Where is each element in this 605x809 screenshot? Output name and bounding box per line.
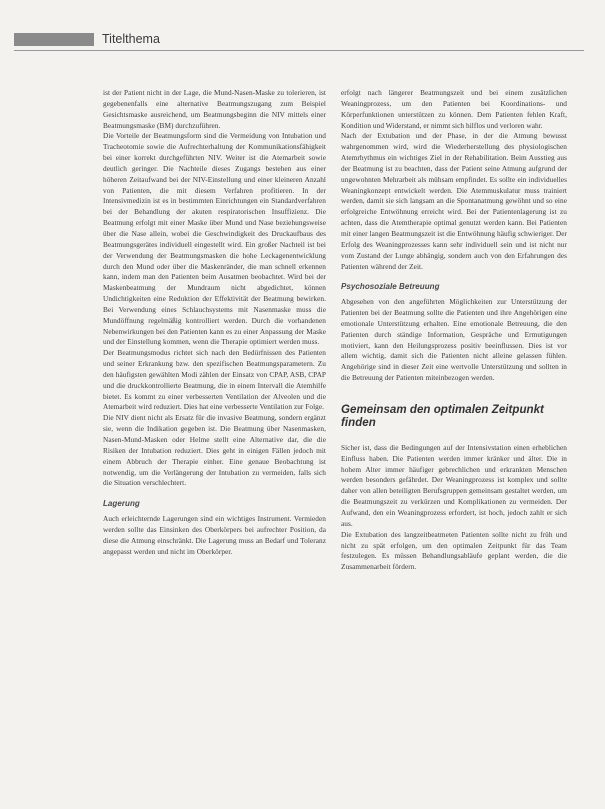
page-header [0,30,605,50]
left-paragraph-1: ist der Patient nicht in der Lage, die Mund-Nasen-Maske zu tolerieren, ist gegebenenfalls eine alternative Beatmungszugang zum Beispiel Gesichtsmaske ausreichend, um Beatmungsbeginn die NIV mittels einer Beatmungsmaske (BM) durchzuführen. [103,88,326,130]
left-column [103,88,326,557]
right-paragraph-1: erfolgt nach längerer Beatmungszeit und bei einem zusätzlichen Weaningprozess, um den Patienten bei Koordinations- und Körperfunktionen unterstützen zu können. Dem Patienten fehlen Kraft, Kondition und Widerstand, er nimmt sich hilflos und verloren wahr. [341,88,567,130]
right-column [341,88,567,573]
left-paragraph-lagerung: Auch erleichternde Lagerungen sind ein wichtiges Instrument. Vermieden werden sollte das Einsinken des Oberkörpers bei aufrechter Position, da diese die Atmung einschränkt. Die Lagerung muss an Bedarf und Toleranz angepasst werden und nicht im Oberkörper. [103,514,326,556]
right-closing-paragraph-2: Die Extubation des langzeitbeatmeten Patienten sollte nicht zu früh und nicht zu spät erfolgen, um den optimalen Zeitpunkt für das Team festzulegen. Es müssen Behandlungsabläufe geplant werden, die die Zusammenarbeit fördern. [341,529,567,572]
left-paragraph-2: Die Vorteile der Beatmungsform sind die Vermeidung von Intubation und Tracheotomie sowie die Aufrechterhaltung der Kommunikationsfähigkeit bei einer korrekt durchgeführten NIV. Weiter ist die Atemarbeit sowie deutlich geringer. Die Nachteile dieses Zugangs bestehen aus einer höheren Zeitaufwand bei der NIV-Einstellung und einer kleineren Anzahl von Patienten, die mit diesem Verfahren profitieren. In der Intensivmedizin ist es in bestimmten Einrichtungen ein Standardverfahren bei der Behandlung der akuten respiratorischen Insuffizienz. Die Beatmung erfolgt mit einer Maske über Mund und Nase beziehungsweise über die Nase allein, wobei die Geschwindigkeit des Druckaufbaus des Beatmungsgerätes individuell eingestellt wird. Ein großer Nachteil ist bei der Verwendung der Beatmungsmasken die hohe Leckagenentwicklung durch den Mund oder über die Maskenränder, die man schnell erkennen kann, indem man den Patienten beim Ausatmen beobachtet. Wird bei der Maskenbeatmung der Mundraum nicht abgedichtet, können Undichtigkeiten eine Reduktion der Effektivität der Beatmung bewirken. Bei Verwendung eines Schlauchsystems mit Nasenmaske muss die Mundöffnung regelmäßig kontrolliert werden. Durch die vorhandenen Nebenwirkungen bei den Patienten kann es zu einer Anpassung der Maske und der Einstellung kommen, wenn die Therapie optimiert werden muss. [103,131,326,347]
subheading-psychosoziale-betreuung: Psychosoziale Betreuung [341,282,440,292]
right-paragraph-2: Nach der Extubation und der Phase, in der die Atmung bewusst wahrgenommen wird, wird die Wiederherstellung des physiologischen Atemrhythmus ein wichtiges Ziel in der Rehabilitation. Beim Ausstieg aus der Beatmung ist zu beachten, dass der Patient seine Atmung aufgrund der ungewohnten Mehrarbeit als mühsam empfindet. Es sollte ein individuelles Weaningkonzept entwickelt werden. Die Atemmuskulatur muss trainiert werden, damit sie sich langsam an die Spontanatmung gewöhnt und so eine erfolgreiche Entwöhnung erreicht wird. Bei der Patientenlagerung ist zu achten, dass die Atemtherapie optimal genutzt werden kann. Bei Patienten mit einer langen Beatmungszeit ist die Entwöhnung häufig schwieriger. Der Erfolg des Weaningprozesses kann sehr individuell sein und ist nicht nur vom Zustand der Lunge abhängig, sondern auch von den Erfahrungen des Patienten während der Zeit. [341,131,567,271]
header-divider [14,50,584,51]
left-paragraph-4: Die NIV dient nicht als Ersatz für die invasive Beatmung, sondern ergänzt sie, wenn die Indikation gegeben ist. Die Beatmung über Nasenmasken, Nasen-Mund-Masken oder Helme stellt eine Alternative dar, die die Risiken der Intubation reduziert. Dies geht in einigen Fällen jedoch mit einem Abbruch der Therapie einher. Eine genaue Beobachtung ist notwendig, um die Verlängerung der Intubation zu vermeiden, falls sich die Situation verschlechtert. [103,413,326,488]
section-heading: Gemeinsam den optimalen Zeitpunkt finden [341,403,544,430]
header-color-bar [14,33,94,46]
right-paragraph-betreuung: Abgesehen von den angeführten Möglichkeiten zur Unterstützung der Patienten bei der Beatmung sollte die Patienten und ihre Angehörigen eine emotionale Unterstützung erhalten. Eine emotionale Betreuung, die den Patienten durch ständige Information, Gespräche und Ermutigungen motiviert, kann den Heilungsprozess positiv beeinflussen. Dies ist vor allem wichtig, damit sich die Patienten nicht alleine gelassen fühlen. Angehörige sind in dieser Zeit eine wertvolle Unterstützung und sollten in die Betreuung der Patienten miteinbezogen werden. [341,297,567,383]
right-closing-paragraph-1: Sicher ist, dass die Bedingungen auf der Intensivstation einen erheblichen Einfluss haben. Die Patienten werden immer kränker und älter. Die in hohem Alter immer häufiger gebrechlichen und erkrankten Menschen werden besonders gefährdet. Der Weaningprozess ist komplex und sollte daher von allen beteiligten Berufsgruppen gemeinsam gestaltet werden, um die Beatmungszeit zu verkürzen und Komplikationen zu vermeiden. Der Aufwand, den ein Weaningprozess erfordert, ist hoch, jedoch zahlt er sich aus. [341,442,567,528]
subheading-lagerung: Lagerung [103,499,140,509]
section-title: Titelthema [102,32,160,46]
left-paragraph-3: Der Beatmungsmodus richtet sich nach den Bedürfnissen des Patienten und seiner Erkrankung bzw. den spezifischen Beatmungsparametern. Zu den häufigsten gewählten Modi zählen der Einsatz von CPAP, ASB, CPAP und die druckkontrollierte Beatmung, die in einem Intervall die Atemhilfe bietet. Es kommt zu einer verbesserten Ventilation der Alveolen und die Atemarbeit wird reduziert. Dies hat eine verbesserte Ventilation zur Folge. [103,348,326,412]
